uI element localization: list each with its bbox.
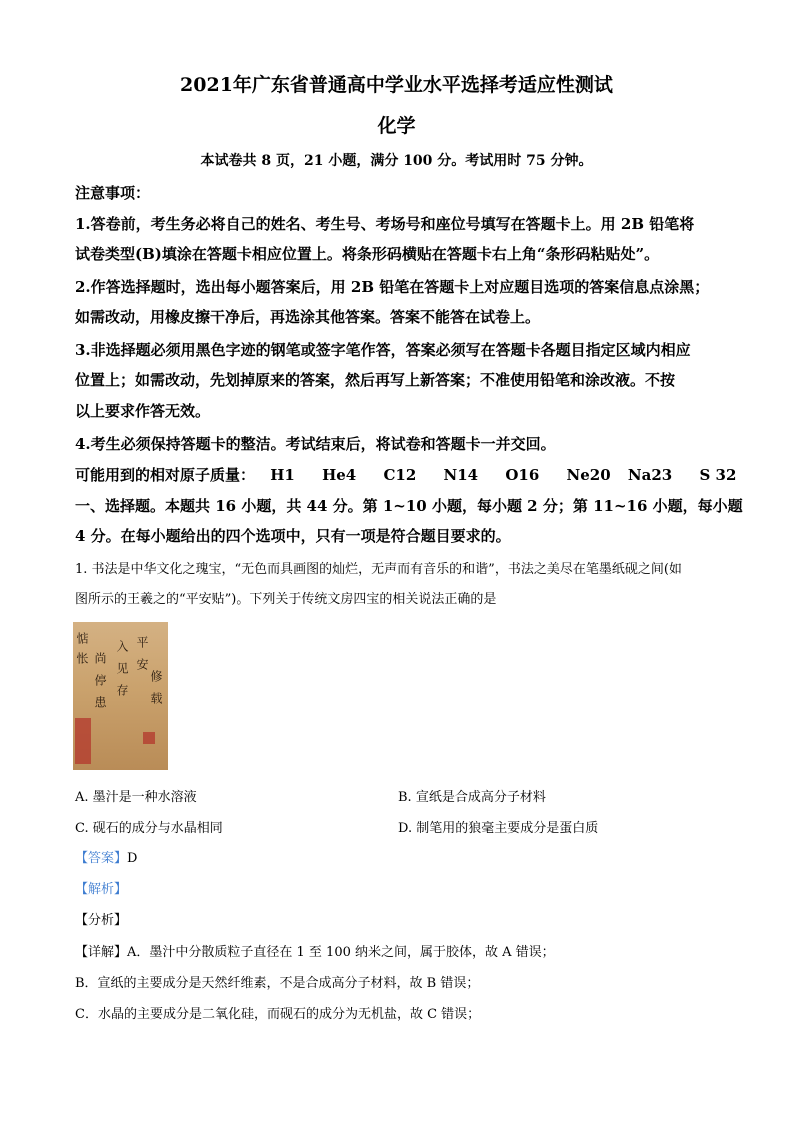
notice-line: 以上要求作答无效。 xyxy=(75,402,211,420)
option-b: B. 宣纸是合成高分子材料 xyxy=(398,790,546,805)
detail-line: B．宣纸的主要成分是天然纤维素，不是合成高分子材料，故 B 错误； xyxy=(75,976,480,991)
option-c: C. 砚石的成分与水晶相同 xyxy=(75,821,223,836)
notice-line: 位置上；如需改动，先划掉原来的答案，然后再写上新答案；不准使用铅笔和涂改液。不按 xyxy=(75,371,676,389)
option-a: A. 墨汁是一种水溶液 xyxy=(75,790,197,805)
calligraphy-char: 入 xyxy=(115,640,129,652)
section-heading-line: 一、选择题。本题共 16 小题，共 44 分。第 1~10 小题，每小题 2 分；第 11~16 小题，每小题 xyxy=(75,497,743,515)
atomic-mass-label: 可能用到的相对原子质量： xyxy=(75,466,256,484)
atomic-mass-item: C12 xyxy=(383,466,417,484)
detail-line: C．水晶的主要成分是二氧化硅，而砚石的成分为无机盐，故 C 错误； xyxy=(75,1007,481,1022)
seal-stamp xyxy=(143,732,155,744)
answer-line xyxy=(75,847,137,866)
option-d: D. 制笔用的狼毫主要成分是蛋白质 xyxy=(398,821,599,836)
atomic-mass-item: He4 xyxy=(322,466,357,484)
atomic-mass-item: S 32 xyxy=(699,466,737,484)
section-heading-line: 4 分。在每小题给出的四个选项中，只有一项是符合题目要求的。 xyxy=(75,527,511,545)
atomic-mass-item: N14 xyxy=(443,466,479,484)
calligraphy-char: 停 xyxy=(93,674,107,686)
notice-line: 如需改动，用橡皮擦干净后，再选涂其他答案。答案不能答在试卷上。 xyxy=(75,308,541,326)
detail-line: 【详解】A．墨汁中分散质粒子直径在 1 至 100 纳米之间，属于胶体，故 A 错误； xyxy=(75,945,555,960)
notice-line: 4.考生必须保持答题卡的整洁。考试结束后，将试卷和答题卡一并交回。 xyxy=(75,435,556,453)
calligraphy-char: 修 xyxy=(149,670,163,682)
atomic-mass-item: Na23 xyxy=(627,466,673,484)
calligraphy-char: 见 xyxy=(115,662,129,674)
exam-info: 本试卷共 8 页，21 小题，满分 100 分。考试用时 75 分钟。 xyxy=(200,153,593,169)
analysis-label: 【解析】 xyxy=(75,882,128,897)
notice-line: 1.答卷前，考生务必将自己的姓名、考生号、考场号和座位号填写在答题卡上。用 2B 铅笔将 xyxy=(75,215,695,233)
calligraphy-char: 怅 xyxy=(75,652,89,664)
notice-line: 3.非选择题必须用黑色字迹的钢笔或签字笔作答，答案必须写在答题卡各题目指定区域内相应 xyxy=(75,341,691,359)
atomic-mass-line xyxy=(75,464,736,485)
notice-line: 试卷类型(B)填涂在答题卡相应位置上。将条形码横贴在答题卡右上角“条形码粘贴处”。 xyxy=(75,245,660,263)
question-stem: 图所示的王羲之的“平安贴”)。下列关于传统文房四宝的相关说法正确的是 xyxy=(75,592,497,607)
exam-title: 2021年广东省普通高中学业水平选择考适应性测试 xyxy=(180,74,613,96)
fenxi-label: 【分析】 xyxy=(75,913,128,928)
answer-label: 【答案】 xyxy=(75,851,128,866)
answer-value: D xyxy=(127,851,138,866)
atomic-mass-item: Ne20 xyxy=(566,466,611,484)
calligraphy-image xyxy=(73,622,168,770)
calligraphy-char: 载 xyxy=(149,692,163,704)
exam-subject: 化学 xyxy=(377,115,416,137)
atomic-mass-item: O16 xyxy=(505,466,540,484)
atomic-mass-item: H1 xyxy=(270,466,295,484)
notice-line: 2.作答选择题时，选出每小题答案后，用 2B 铅笔在答题卡上对应题目选项的答案信息点涂黑； xyxy=(75,278,710,296)
notice-heading: 注意事项： xyxy=(75,184,151,202)
calligraphy-char: 安 xyxy=(135,658,149,670)
question-stem: 1. 书法是中华文化之瑰宝，“无色而具画图的灿烂，无声而有音乐的和谐”，书法之美尽在笔墨纸砚之间(如 xyxy=(75,562,682,577)
calligraphy-char: 平 xyxy=(135,636,149,648)
calligraphy-char: 患 xyxy=(93,696,107,708)
calligraphy-char: 存 xyxy=(115,684,129,696)
seal-stamp xyxy=(75,718,91,764)
calligraphy-char: 尚 xyxy=(93,652,107,664)
calligraphy-char: 惦 xyxy=(75,632,89,644)
